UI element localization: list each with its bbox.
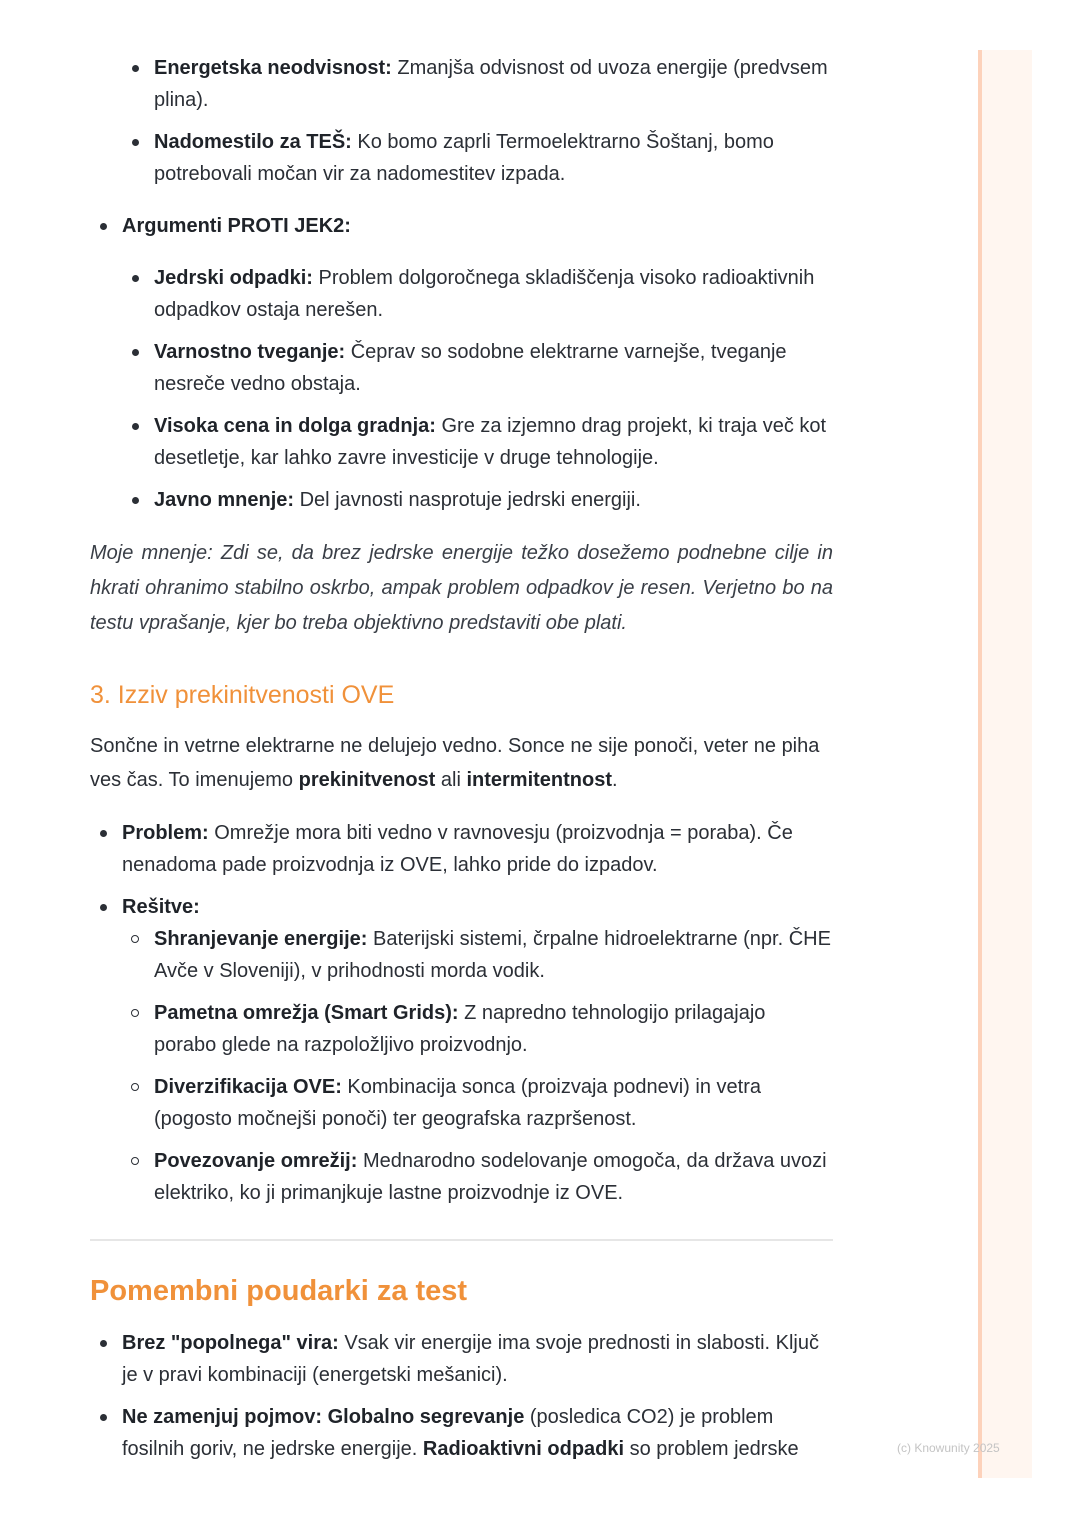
item-term: Povezovanje omrežij:: [154, 1150, 358, 1172]
item-term: Jedrski odpadki:: [154, 267, 313, 289]
intro-text: Sončne in vetrne elektrarne ne delujejo vedno. Sonce ne sije ponoči, veter ne piha ves čas. To imenujemo: [90, 735, 820, 791]
item-text: Omrežje mora biti vedno v ravnovesju (proizvodnja = poraba). Če nenadoma pade proizvodnja iz OVE, lahko pride do izpadov.: [122, 822, 793, 876]
intro-text: ali: [435, 769, 467, 791]
pro-arguments-list: [122, 52, 833, 190]
item-text: Baterijski sistemi, črpalne hidroelektrarne (npr. ČHE Avče v Sloveniji), v prihodnosti morda vodik.: [154, 928, 831, 982]
item-text: Mednarodno sodelovanje omogoča, da država uvozi elektriko, ko ji primanjkuje lastne proizvodnje iz OVE.: [154, 1150, 827, 1204]
item-term: Pametna omrežja (Smart Grids):: [154, 1002, 459, 1024]
side-accent-line: [978, 50, 982, 1478]
item-text: Problem dolgoročnega skladiščenja visoko radioaktivnih odpadkov ostaja nerešen.: [154, 267, 815, 321]
item-text: Ko bomo zaprli Termoelektrarno Šoštanj, bomo potrebovali močan vir za nadomestitev izpada.: [154, 131, 774, 185]
list-item: [122, 923, 833, 987]
list-item: [122, 262, 833, 326]
list-item: [122, 336, 833, 400]
item-term: Problem:: [122, 822, 209, 844]
item-text: Zmanjša odvisnost od uvoza energije (predvsem plina).: [154, 57, 828, 111]
item-term: Varnostno tveganje:: [154, 341, 346, 363]
problem-solutions-list: [90, 817, 833, 923]
term-intermitentnost: intermitentnost: [466, 769, 613, 791]
list-item: [122, 126, 833, 190]
list-item: [122, 1071, 833, 1135]
list-item: [122, 410, 833, 474]
term-prekinitvenost: prekinitvenost: [298, 769, 436, 791]
solutions-heading: Rešitve:: [122, 896, 200, 918]
section-intro: [90, 729, 833, 797]
item-term: Shranjevanje energije:: [154, 928, 368, 950]
list-item: [90, 1327, 833, 1391]
item-text: Gre za izjemno drag projekt, ki traja več kot desetletje, kar lahko zavre investicije v druge tehnologije.: [154, 415, 827, 469]
item-term: Ne zamenjuj pojmov: Globalno segrevanje: [122, 1406, 525, 1428]
item-term: Brez "popolnega" vira:: [122, 1332, 339, 1354]
item-text: Vsak vir energije ima svoje prednosti in slabosti. Ključ je v pravi kombinaciji (energetski mešanici).: [122, 1332, 819, 1386]
opinion-paragraph: Moje mnenje: Zdi se, da brez jedrske energije težko dosežemo podnebne cilje in hkrati ohranimo stabilno oskrbo, ampak problem odpadkov je resen. Verjetno bo na testu vprašanje, kjer bo treba objektivno predstaviti obe plati.: [90, 542, 833, 634]
item-text: Z napredno tehnologijo prilagajajo porabo glede na razpoložljivo proizvodnjo.: [154, 1002, 766, 1056]
item-text: (posledica CO2) je problem fosilnih goriv, ne jedrske energije.: [122, 1406, 774, 1460]
highlights-heading: Pomembni poudarki za test: [90, 1275, 468, 1307]
list-item: [122, 1145, 833, 1209]
item-text: so problem jedrske: [624, 1438, 799, 1460]
item-term: Nadomestilo za TEŠ:: [154, 131, 352, 153]
list-item: [90, 817, 833, 881]
solutions-list: [122, 923, 833, 1209]
item-term: Energetska neodvisnost:: [154, 57, 392, 79]
item-term: Javno mnenje:: [154, 489, 295, 511]
item-term: Diverzifikacija OVE:: [154, 1076, 342, 1098]
item-term: Radioaktivni odpadki: [422, 1438, 625, 1460]
list-item: [90, 210, 833, 242]
against-section: [90, 210, 833, 242]
intro-text: .: [612, 769, 618, 791]
against-heading: Argumenti PROTI JEK2:: [122, 215, 351, 237]
document-content: [90, 50, 833, 1465]
divider: [90, 1239, 833, 1241]
item-text: Del javnosti nasprotuje jedrski energiji.: [294, 489, 641, 511]
highlights-list: [90, 1327, 833, 1465]
copyright-notice: (c) Knowunity 2025: [897, 1441, 1000, 1455]
item-text: Kombinacija sonca (proizvaja podnevi) in vetra (pogosto močnejši ponoči) ter geografska razpršenost.: [154, 1076, 761, 1130]
list-item: [90, 891, 833, 923]
list-item: [122, 484, 833, 516]
list-item: [122, 997, 833, 1061]
against-list: [122, 262, 833, 516]
item-term: Visoka cena in dolga gradnja:: [154, 415, 436, 437]
section-heading: 3. Izziv prekinitvenosti OVE: [90, 681, 395, 709]
item-text: Čeprav so sodobne elektrarne varnejše, tveganje nesreče vedno obstaja.: [154, 341, 787, 395]
list-item: [122, 52, 833, 116]
side-panel: [978, 50, 1032, 1478]
list-item: [90, 1401, 833, 1465]
